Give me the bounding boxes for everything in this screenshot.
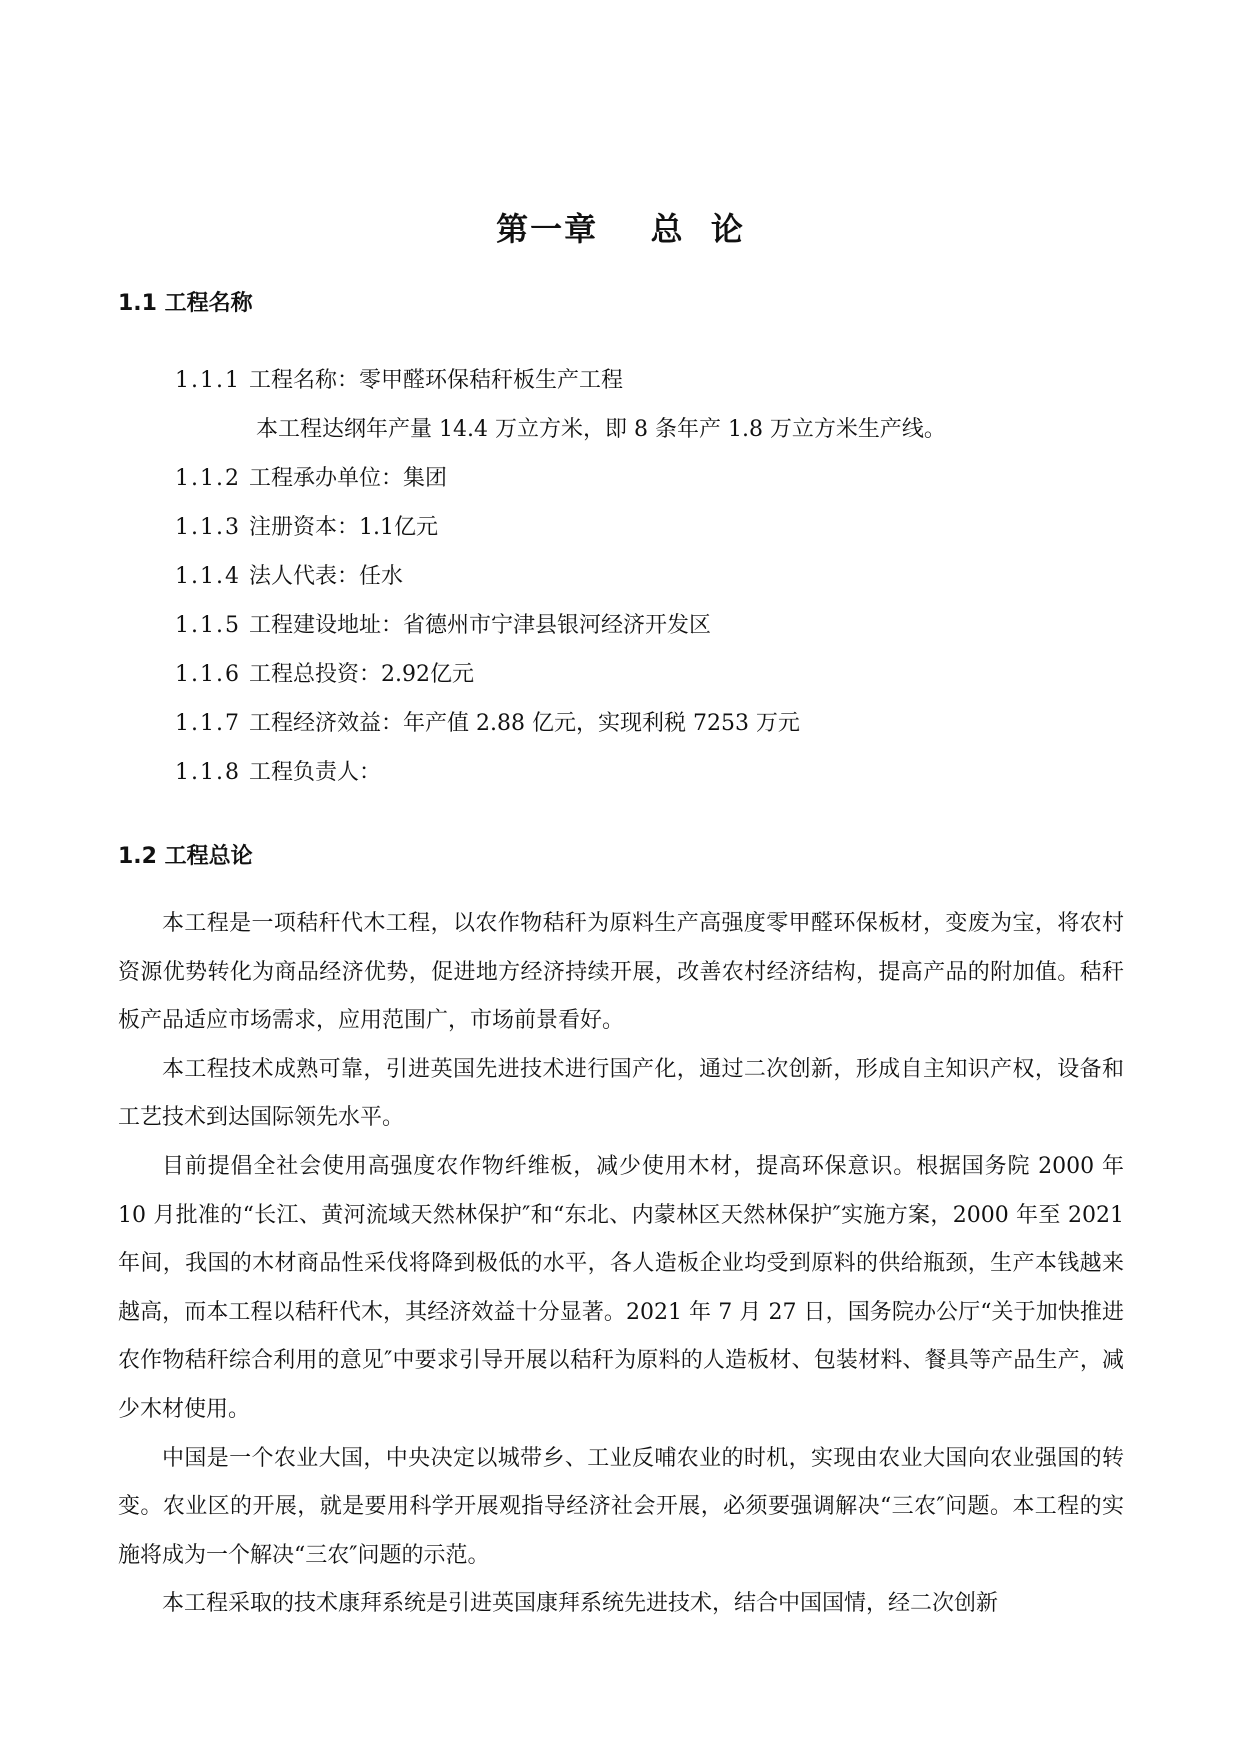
item-text: 工程承办单位：集团 [248,466,447,491]
item-number: 1.1.8 [175,760,241,785]
item-text: 工程总投资：2.92亿元 [248,662,474,687]
capacity-line: 本工程达纲年产量 14.4 万立方米，即 8 条年产 1.8 万立方米生产线。 [256,417,946,442]
item-number: 1.1.1 [175,368,241,393]
economic-benefit-line [175,709,800,739]
paragraph: 中国是一个农业大国，中央决定以城带乡、工业反哺农业的时机，实现由农业大国向农业强国的转变。农业区的开展，就是要用科学开展观指导经济社会开展，必须要强调解决“三农″问题。本工程的实施将成为一个解决“三农″问题的示范。 [118,1445,1124,1568]
organizer-line [175,464,447,494]
item-text: 工程名称：零甲醛环保秸秆板生产工程 [248,368,623,393]
item-text: 法人代表：任水 [248,564,403,589]
legal-representative-line [175,562,403,592]
item-number: 1.1.2 [175,466,241,491]
paragraph: 目前提倡全社会使用高强度农作物纤维板，减少使用木材，提高环保意识。根据国务院 2000 年 10 月批准的“长江、黄河流域天然林保护″和“东北、内蒙林区天然林保护″实施方案，2000 年至 2021 年间，我国的木材商品性采伐将降到极低的水平，各人造板企业均受到原料的供给瓶颈，生产本钱越来越高，而本工程以秸秆代木，其经济效益十分显著。2021 年 7 月 27 日，国务院办公厅“关于加快推进农作物秸秆综合利用的意见″中要求引导开展以秸秆为原料的人造板材、包装材料、餐具等产品生产，减少木材使用。 [118,1153,1124,1422]
item-number: 1.1.3 [175,515,241,540]
section-heading-1-1: 1.1 工程名称 [118,291,253,316]
item-text: 工程经济效益：年产值 2.88 亿元，实现利税 7253 万元 [248,711,800,736]
chapter-title: 第一章 总 论 [496,210,745,248]
item-text: 注册资本：1.1亿元 [248,515,438,540]
construction-site-line [175,611,711,641]
project-name-line [175,366,623,396]
item-number: 1.1.7 [175,711,241,736]
paragraph: 本工程是一项秸秆代木工程，以农作物秸秆为原料生产高强度零甲醛环保板材，变废为宝，将农村资源优势转化为商品经济优势，促进地方经济持续开展，改善农村经济结构，提高产品的附加值。秸秆板产品适应市场需求，应用范围广，市场前景看好。 [118,911,1124,1034]
item-text: 工程建设地址：省德州市宁津县银河经济开发区 [248,613,711,638]
section-heading-1-2: 1.2 工程总论 [118,844,253,869]
project-leader-line [175,758,381,788]
overview-body [118,900,1124,1629]
total-investment-line [175,660,474,690]
item-number: 1.1.4 [175,564,241,589]
paragraph: 本工程采取的技术康拜系统是引进英国康拜系统先进技术，结合中国国情，经二次创新 [162,1591,999,1617]
item-text: 工程负责人： [248,760,381,785]
registered-capital-line [175,513,438,543]
item-number: 1.1.6 [175,662,241,687]
paragraph: 本工程技术成熟可靠，引进英国先进技术进行国产化，通过二次创新，形成自主知识产权，设备和工艺技术到达国际领先水平。 [118,1056,1124,1131]
item-number: 1.1.5 [175,613,241,638]
